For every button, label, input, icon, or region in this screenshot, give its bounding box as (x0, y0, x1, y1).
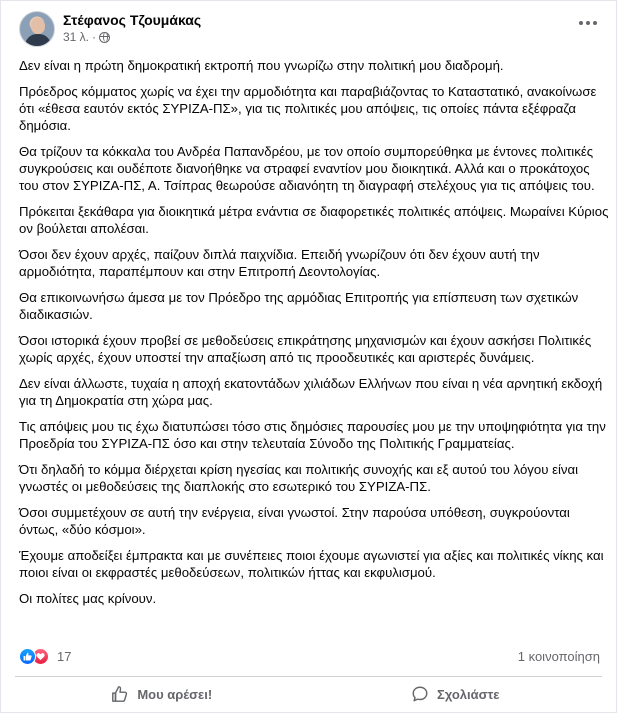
author-avatar[interactable] (19, 11, 55, 47)
like-icon (19, 648, 36, 665)
author-name[interactable]: Στέφανος Τζουμάκας (63, 12, 202, 28)
meta-separator: · (92, 30, 97, 44)
post-paragraph: Όσοι ιστορικά έχουν προβεί σε μεθοδεύσεις επικράτησης μηχανισμών και έχουν ασκήσει Πολιτικές χωρίς αρχές, έχουν υποστεί την απαξίωση από τις προοδευτικές και αριστερές δυνάμεις. (19, 333, 592, 365)
post-paragraph: Όσοι δεν έχουν αρχές, παίζουν διπλά παιχνίδια. Επειδή γνωρίζουν ότι δεν έχουν αυτή την αρμοδιότητα, παραπέμπουν και στην Επιτροπή Δεοντολογίας. (19, 247, 540, 279)
dot (579, 21, 583, 25)
post-text (19, 57, 609, 616)
comment-button[interactable] (309, 680, 603, 708)
thumb-up-icon (111, 685, 129, 703)
post-paragraph: Ότι δηλαδή το κόμμα διέρχεται κρίση ηγεσίας και πολιτικής συνοχής και εξ αυτού του λόγου είναι γνωστές οι μεθοδεύσεις της διαπλοκής στο εσωτερικό του ΣΥΡΙΖΑ-ΠΣ. (19, 462, 579, 494)
public-globe-icon[interactable] (99, 32, 110, 43)
post-paragraph: Όσοι συμμετέχουν σε αυτή την ενέργεια, είναι γνωστοί. Στην παρούσα υπόθεση, συγκρούονται όντως, «δύο κόσμοι». (19, 505, 570, 537)
like-button-label: Μου αρέσει! (137, 686, 213, 702)
post-paragraph: Δεν είναι η πρώτη δημοκρατική εκτροπή που γνωρίζω στην πολιτική μου διαδρομή. (19, 58, 504, 73)
reaction-count[interactable]: 17 (57, 649, 72, 664)
post-meta (63, 30, 110, 44)
reactions-bar (19, 648, 600, 666)
post-paragraph: Θα επικοινωνήσω άμεσα με τον Πρόεδρο της αρμόδιας Επιτροπής για επίσπευση των σχετικών διαδικασιών. (19, 290, 579, 322)
post-paragraph: Πρόκειται ξεκάθαρα για διοικητικά μέτρα ενάντια σε διαφορετικές πολιτικές απόψεις. Μωραίνει Κύριος ον βούλεται απολέσαι. (19, 204, 609, 236)
post-actions (15, 680, 602, 708)
like-button[interactable] (15, 680, 309, 708)
share-count[interactable]: 1 κοινοποίηση (517, 649, 600, 664)
thumb-up-glyph (23, 652, 32, 661)
comment-bubble-icon (411, 685, 429, 703)
post-paragraph: Δεν είναι άλλωστε, τυχαία η αποχή εκατοντάδων χιλιάδων Ελλήνων που είναι η νέα αρνητική εκδοχή για τη Δημοκρατία στη χώρα μας. (19, 376, 603, 408)
comment-button-label: Σχολιάστε (437, 686, 500, 702)
post-paragraph: Οι πολίτες μας κρίνουν. (19, 591, 157, 606)
avatar-shirt (25, 34, 51, 47)
post-header (19, 11, 602, 47)
post-paragraph: Θα τρίζουν τα κόκκαλα του Ανδρέα Παπανδρέου, με τον οποίο συμπορεύθηκα με έντονες πολιτικές συγκρούσεις και ουδέποτε διανοήθηκε να στραφεί εναντίον μου διοικητικά. Αλλά και ο προκάτοχος του στον ΣΥΡΙΖΑ-ΠΣ, Α. Τσίπρας θεωρούσε αδιανόητη τη διαγραφή στελέχους για τις απόψεις του. (19, 144, 595, 193)
dot (586, 21, 590, 25)
post-paragraph: Έχουμε αποδείξει έμπρακτα και με συνέπειες ποιοι έχουμε αγωνιστεί για αξίες και πολιτικές νίκης και ποιοι είναι οι εκφραστές μεθοδεύσεων, πολιτικών ήττας και εκφυλισμού. (19, 548, 604, 580)
actions-divider (15, 676, 602, 677)
post-time[interactable]: 31 λ. (63, 30, 90, 44)
dot (593, 21, 597, 25)
avatar-face (31, 18, 45, 34)
more-options-icon[interactable] (574, 13, 602, 33)
post-paragraph: Πρόεδρος κόμματος χωρίς να έχει την αρμοδιότητα και παραβιάζοντας το Καταστατικό, ανακοίνωσε ότι «έθεσα εαυτόν εκτός ΣΥΡΙΖΑ-ΠΣ», για τις πολιτικές μου απόψεις, τις οποίες πάντα εξέφραζα δημόσια. (19, 84, 597, 133)
post-paragraph: Τις απόψεις μου τις έχω διατυπώσει τόσο στις δημόσιες παρουσίες μου με την υποψηφιότητα για την Προεδρία του ΣΥΡΙΖΑ-ΠΣ όσο και στην τελευταία Σύνοδο της Πολιτικής Γραμματείας. (19, 419, 606, 451)
reaction-icons[interactable] (19, 648, 53, 666)
heart-glyph (36, 652, 45, 661)
